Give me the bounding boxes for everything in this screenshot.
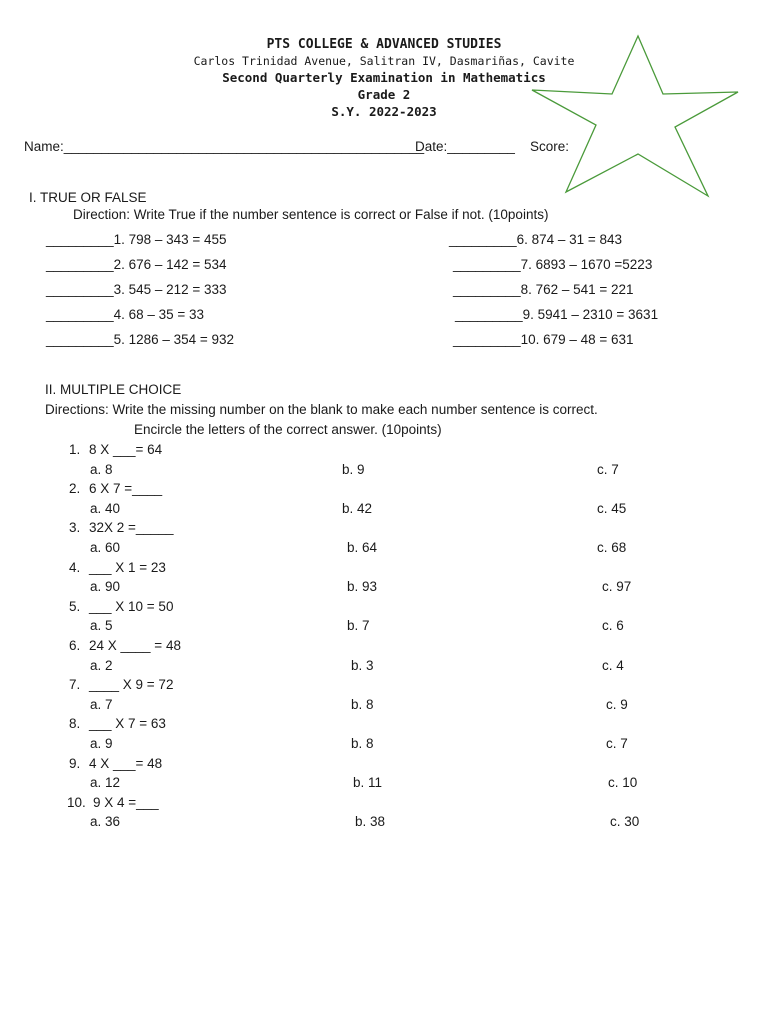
tf-item-4[interactable]: _________4. 68 – 35 = 33 (46, 307, 205, 322)
mc-option-c[interactable]: c. 68 (597, 540, 627, 555)
mc-question[interactable]: 4 X ___= 48 (89, 756, 163, 771)
tf-item-6[interactable]: _________6. 874 – 31 = 843 (449, 232, 623, 247)
tf-item-2[interactable]: _________2. 676 – 142 = 534 (46, 257, 227, 272)
mc-question[interactable]: 6 X 7 =____ (89, 481, 163, 496)
school-name: PTS COLLEGE & ADVANCED STUDIES (266, 37, 502, 52)
tf-item-7[interactable]: _________7. 6893 – 1670 =5223 (453, 257, 653, 272)
mc-question-number: 5. (69, 599, 81, 614)
school-address: Carlos Trinidad Avenue, Salitran IV, Dasmariñas, Cavite (193, 54, 575, 68)
mc-option-b[interactable]: b. 8 (351, 736, 374, 751)
name-field[interactable]: Name:________________________________________________ (24, 139, 425, 154)
mc-option-a[interactable]: a. 9 (90, 736, 113, 751)
mc-option-a[interactable]: a. 60 (90, 540, 121, 555)
mc-option-b[interactable]: b. 42 (342, 501, 373, 516)
mc-option-b[interactable]: b. 11 (353, 775, 383, 790)
mc-option-c[interactable]: c. 7 (606, 736, 628, 751)
mc-option-a[interactable]: a. 40 (90, 501, 121, 516)
mc-option-a[interactable]: a. 5 (90, 618, 113, 633)
tf-item-1[interactable]: _________1. 798 – 343 = 455 (46, 232, 227, 247)
mc-option-a[interactable]: a. 90 (90, 579, 121, 594)
mc-option-c[interactable]: c. 10 (608, 775, 638, 790)
tf-item-8[interactable]: _________8. 762 – 541 = 221 (453, 282, 634, 297)
mc-question[interactable]: ___ X 10 = 50 (89, 599, 174, 614)
mc-question-number: 9. (69, 756, 81, 771)
part2-directions-line1: Directions: Write the missing number on the blank to make each number sentence is correct. (45, 402, 598, 417)
part1-title: I. TRUE OR FALSE (29, 190, 147, 205)
exam-title: Second Quarterly Examination in Mathematics (222, 70, 546, 85)
mc-option-b[interactable]: b. 9 (342, 462, 365, 477)
mc-question[interactable]: ___ X 7 = 63 (89, 716, 166, 731)
mc-question[interactable]: ____ X 9 = 72 (89, 677, 174, 692)
mc-question[interactable]: 24 X ____ = 48 (89, 638, 181, 653)
part2-directions-line2: Encircle the letters of the correct answer. (10points) (134, 422, 442, 437)
mc-option-b[interactable]: b. 7 (347, 618, 370, 633)
mc-question-number: 8. (69, 716, 81, 731)
part1-direction: Direction: Write True if the number sentence is correct or False if not. (10points) (73, 207, 549, 222)
mc-question-number: 7. (69, 677, 81, 692)
tf-item-9[interactable]: _________9. 5941 – 2310 = 3631 (455, 307, 659, 322)
mc-question[interactable]: 32X 2 =_____ (89, 520, 174, 535)
mc-option-a[interactable]: a. 8 (90, 462, 113, 477)
mc-option-a[interactable]: a. 2 (90, 658, 113, 673)
star-outline-icon (530, 34, 740, 204)
grade-level: Grade 2 (357, 87, 411, 102)
school-year: S.Y. 2022-2023 (331, 104, 437, 119)
score-label: Score: (530, 139, 570, 154)
mc-option-a[interactable]: a. 36 (90, 814, 121, 829)
mc-option-b[interactable]: b. 93 (347, 579, 378, 594)
tf-item-3[interactable]: _________3. 545 – 212 = 333 (46, 282, 227, 297)
mc-question-number: 1. (69, 442, 81, 457)
mc-question-number: 4. (69, 560, 81, 575)
tf-item-10[interactable]: _________10. 679 – 48 = 631 (453, 332, 634, 347)
mc-question[interactable]: 9 X 4 =___ (93, 795, 159, 810)
tf-item-5[interactable]: _________5. 1286 – 354 = 932 (46, 332, 235, 347)
mc-option-b[interactable]: b. 38 (355, 814, 386, 829)
mc-option-a[interactable]: a. 7 (90, 697, 113, 712)
mc-option-c[interactable]: c. 4 (602, 658, 624, 673)
mc-question[interactable]: 8 X ___= 64 (89, 442, 163, 457)
mc-question-number: 3. (69, 520, 81, 535)
mc-option-b[interactable]: b. 3 (351, 658, 374, 673)
mc-option-c[interactable]: c. 45 (597, 501, 627, 516)
mc-option-c[interactable]: c. 6 (602, 618, 624, 633)
mc-option-b[interactable]: b. 8 (351, 697, 374, 712)
mc-option-b[interactable]: b. 64 (347, 540, 378, 555)
mc-option-c[interactable]: c. 97 (602, 579, 632, 594)
mc-option-a[interactable]: a. 12 (90, 775, 121, 790)
mc-option-c[interactable]: c. 9 (606, 697, 628, 712)
mc-option-c[interactable]: c. 30 (610, 814, 640, 829)
mc-question-number: 2. (69, 481, 81, 496)
date-field[interactable]: Date:_________ (415, 139, 515, 154)
mc-question[interactable]: ___ X 1 = 23 (89, 560, 166, 575)
mc-question-number: 6. (69, 638, 81, 653)
mc-option-c[interactable]: c. 7 (597, 462, 619, 477)
part2-title: II. MULTIPLE CHOICE (45, 382, 182, 397)
mc-question-number: 10. (67, 795, 86, 810)
